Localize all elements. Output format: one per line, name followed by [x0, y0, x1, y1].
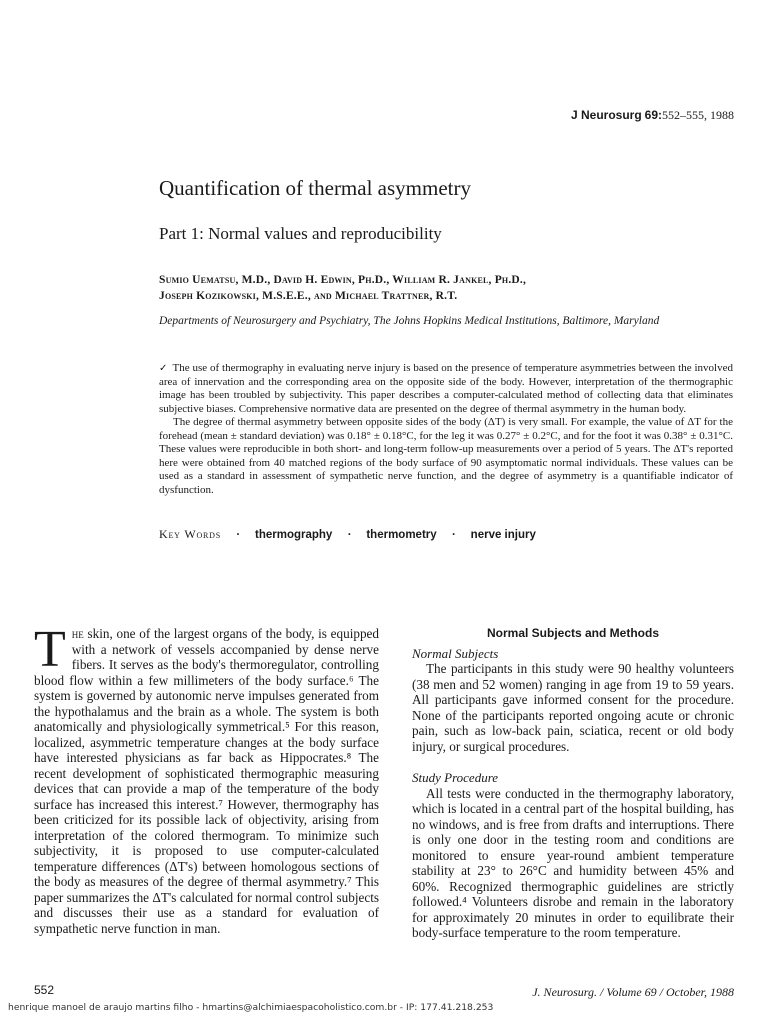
page-number: 552 — [34, 983, 55, 997]
abstract-paragraph-2: The degree of thermal asymmetry between opposite sides of the body (ΔT) is very small. For example, the value of ΔT for the forehead (mean ± standard deviation) was 0.18° ± 0.18°C, for the leg it was 0.27° ± 0.2°C, and for the foot it was 0.38° ± 0.31°C. These values were reproducible in both short- and long-term follow-up measurements over a period of 5 years. The ΔT's reported here were obtained from 40 matched regions of the body surface of 90 asymptomatic normal individuals. These values can be used as a standard in assessment of sympathetic nerve function, and the degree of asymmetry is a quantifiable indicator of dysfunction. — [159, 416, 733, 496]
introduction-paragraph — [34, 621, 379, 936]
subsection-heading-normal-subjects: Normal Subjects — [412, 645, 499, 661]
author-list — [159, 272, 739, 304]
bullet-icon: · — [235, 527, 240, 541]
footer-journal: J. Neurosurg. / Volume 69 / October, 1988 — [532, 985, 734, 999]
keyword-item: nerve injury — [470, 529, 536, 541]
keyword-item: thermometry — [366, 529, 437, 541]
keywords-label: Key Words — [159, 527, 221, 541]
abstract-text-1: The use of thermography in evaluating nerve injury is based on the presence of temperature asymmetries between the involved area of innervation and the corresponding area on the opposite side of the body. However, interpretation of the thermographic image has been troubled by subjectivity. This paper describes a computer-calculated method of collecting data that eliminates subjective biases. Comprehensive normative data are presented on the degree of thermal asymmetry in the human body. — [159, 362, 733, 415]
author-line-2: Joseph Kozikowski, M.S.E.E., and Michael Trattner, R.T. — [159, 290, 458, 302]
abstract-paragraph-1 — [159, 362, 733, 416]
abstract — [159, 362, 733, 497]
methods-column — [412, 626, 734, 941]
study-procedure-paragraph: All tests were conducted in the thermography laboratory, which is located in a central part of the hospital building, has no windows, and is free from drafts and interruptions. There is only one door in the testing room and conditions are monitored to ensure year-round ambient temperature stability at 23° to 26°C and humidity between 45% and 60%. Recognized thermographic guidelines are strictly followed.⁴ Volunteers disrobe and remain in the laboratory for approximately 20 minutes in order to equilibrate their body-surface temperature to the room temperature. — [412, 785, 734, 940]
drop-cap: T — [34, 621, 66, 678]
affiliation: Departments of Neurosurgery and Psychiatry, The Johns Hopkins Medical Institutions, Baltimore, Maryland — [159, 315, 660, 327]
journal-volume: 69: — [644, 108, 662, 122]
section-heading: Normal Subjects and Methods — [486, 626, 660, 640]
article-subtitle: Part 1: Normal values and reproducibility — [159, 224, 442, 243]
subsection-heading-study-procedure: Study Procedure — [412, 770, 499, 785]
article-title: Quantification of thermal asymmetry — [159, 176, 471, 200]
normal-subjects-paragraph: The participants in this study were 90 healthy volunteers (38 men and 52 women) ranging in age from 19 to 59 years. All participants gave informed consent for the procedure. None of the participants reported ongoing acute or chronic pain, such as low-back pain, sciatica, recent or old body injury, or surgical procedures. — [412, 661, 734, 754]
keywords — [159, 527, 733, 542]
checkmark-icon: ✓ — [159, 363, 168, 374]
introduction-column — [34, 621, 379, 936]
bullet-icon: · — [451, 527, 456, 541]
author-line-1: Sumio Uematsu, M.D., David H. Edwin, Ph.D., William R. Jankel, Ph.D., — [159, 274, 527, 286]
keyword-item: thermography — [255, 529, 333, 541]
journal-citation — [540, 108, 734, 123]
intro-text: skin, one of the largest organs of the body, is equipped with a network of vessels accompanied by dense nerve fibers. It serves as the body's thermoregulator, controlling blood flow within a few millimeters of the body surface.⁶ The system is governed by autonomic nerve impulses generated from the hypothalamus and the brain as a whole. The system is both anatomically and physiologically symmetrical.⁵ For this reason, localized, asymmetric temperature changes at the body surface have interested physicians as far back as Hippocrates.⁸ The recent development of sophisticated thermographic measuring devices that can provide a map of the temperature of the body surface has increased this interest.⁷ However, thermography has been criticized for its possible lack of objectivity, arising from interpretation of the colored thermogram. To minimize such subjectivity, it is proposed to use computer-calculated temperature differences (ΔT's) between homologous sections of the body as measures of the degree of thermal asymmetry.⁷ This paper summarizes the ΔT's calculated for normal control subjects and discusses their use as a standard for evaluation of sympathetic nerve function in man. — [34, 626, 379, 936]
journal-name: J Neurosurg — [570, 108, 642, 122]
journal-pages-year: 552–555, 1988 — [662, 108, 734, 122]
intro-lead: he — [71, 626, 84, 641]
download-watermark: henrique manoel de araujo martins filho - hmartins@alchimiaespacoholistico.com.br - IP: 177.41.218.253 — [8, 1002, 494, 1013]
bullet-icon: · — [347, 527, 352, 541]
